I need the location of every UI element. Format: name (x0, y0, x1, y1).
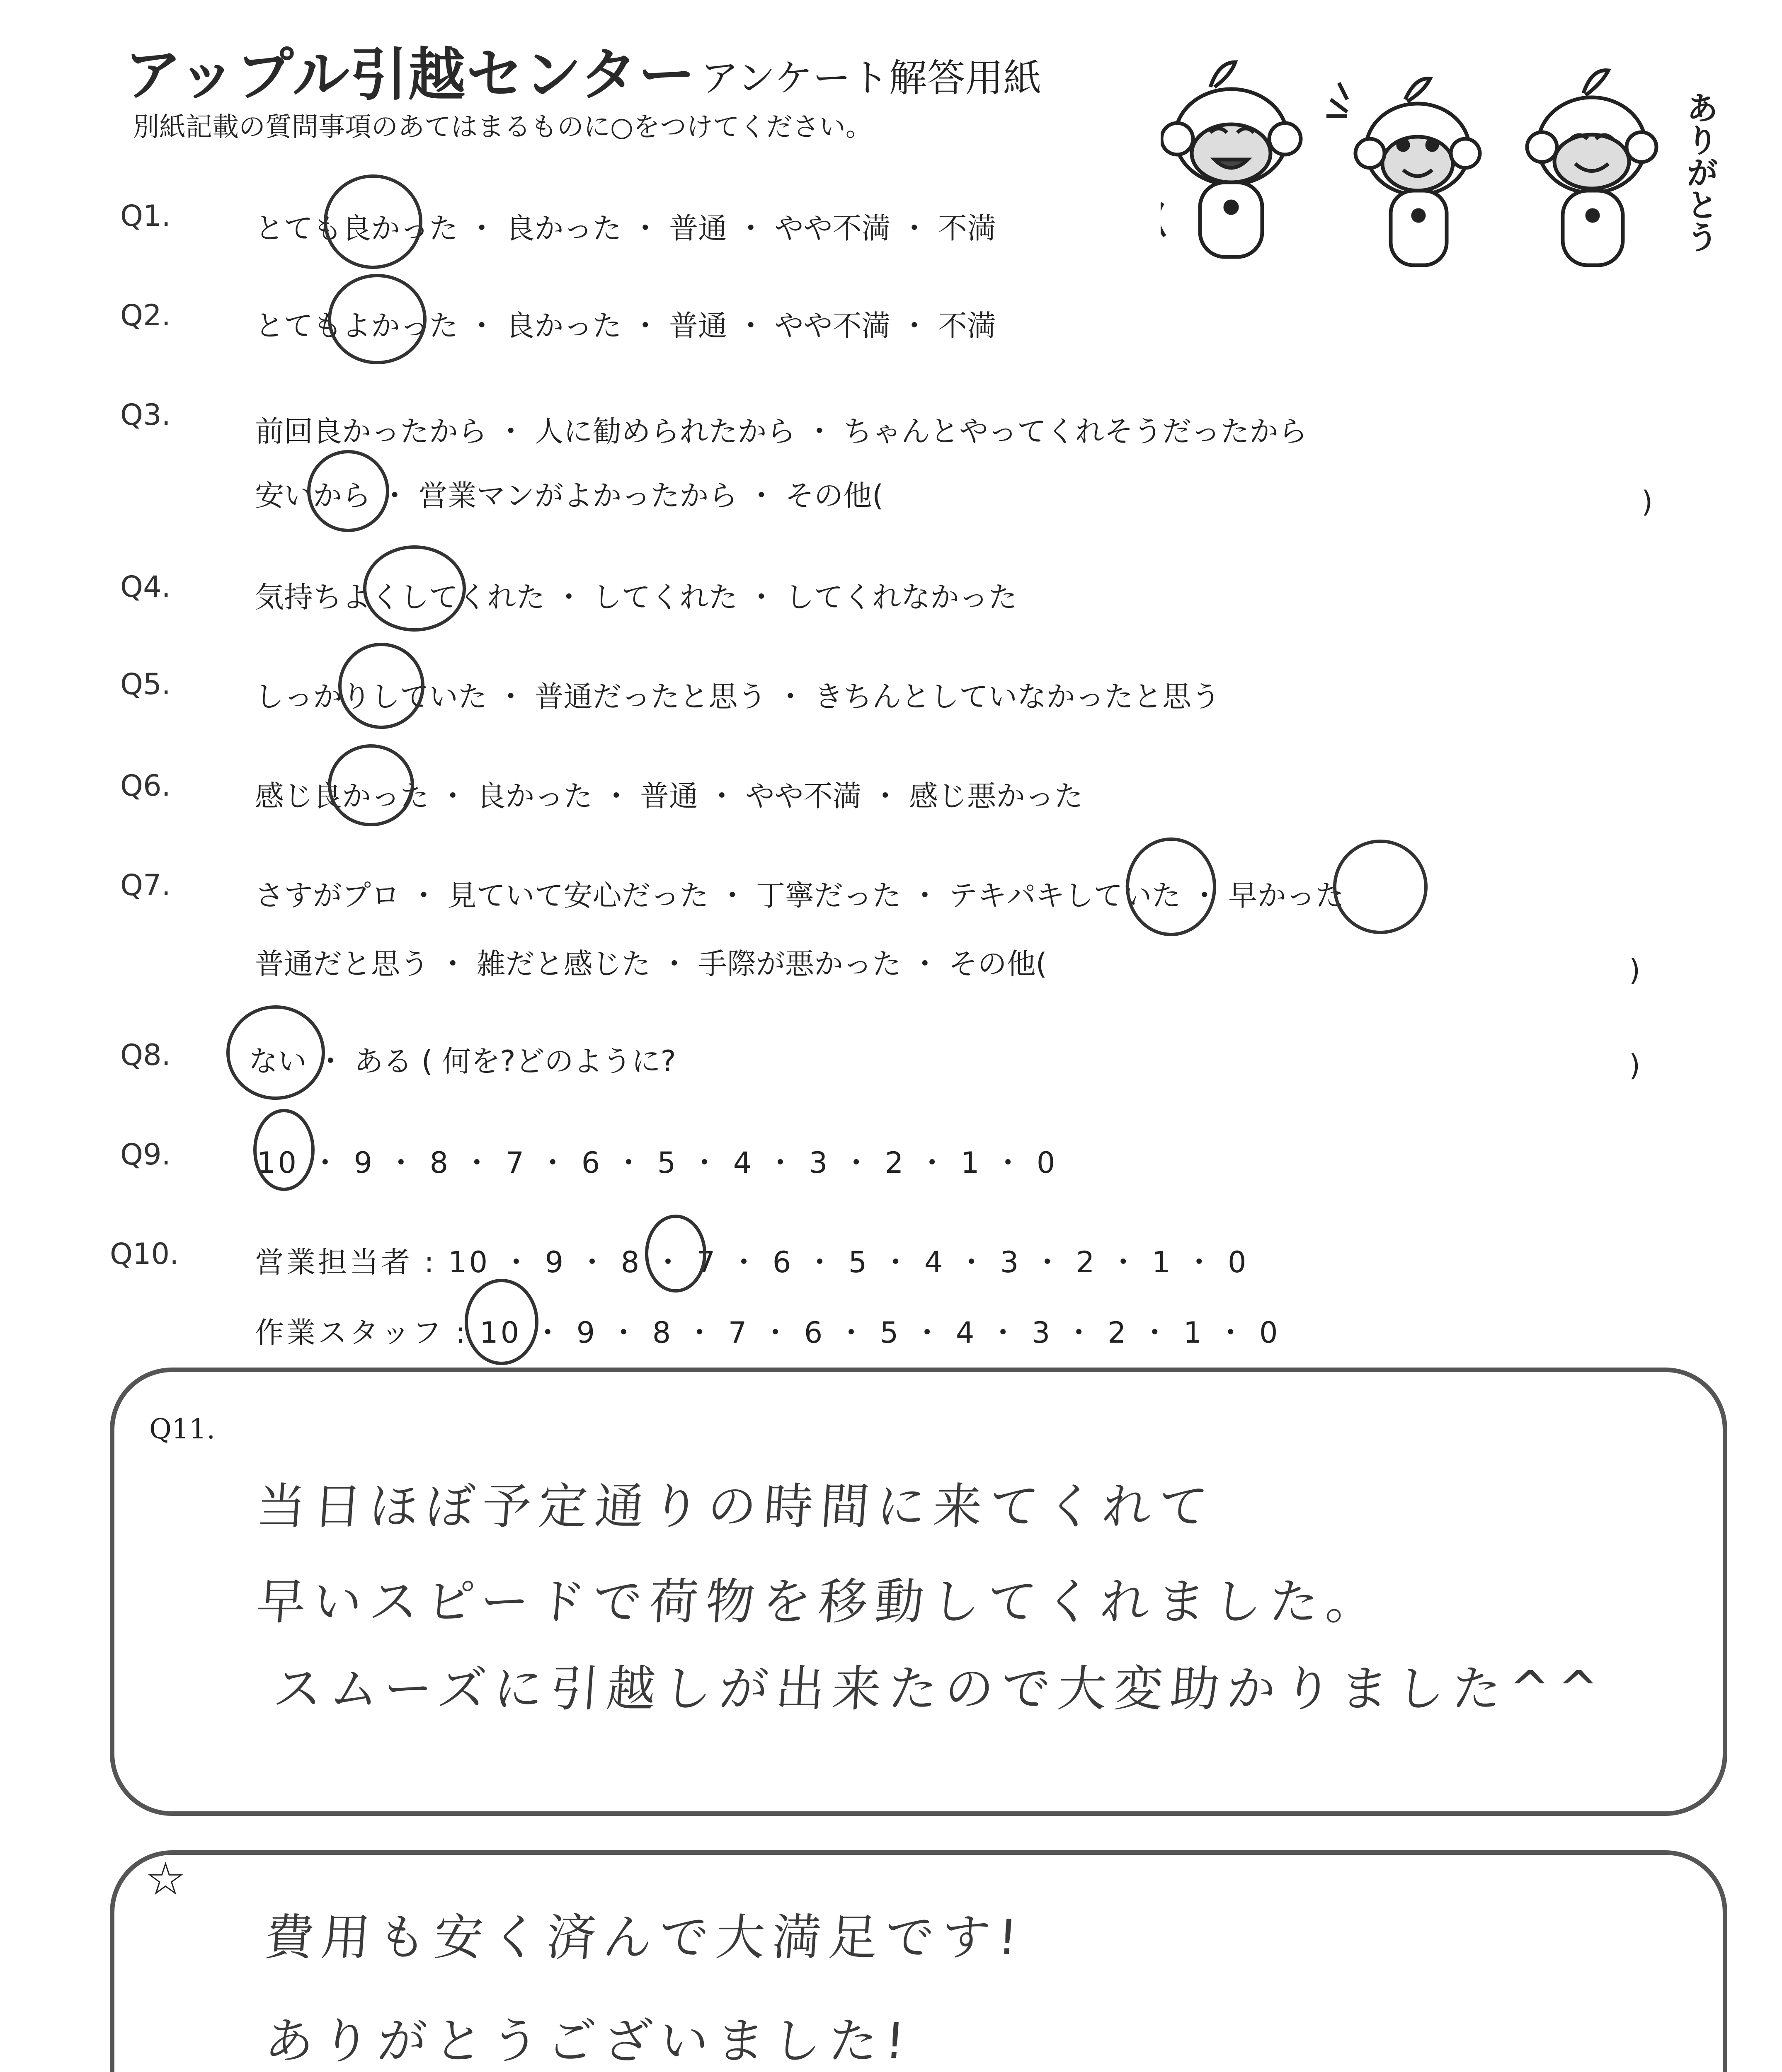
q10-label: Q10. (110, 1237, 179, 1271)
q6-options[interactable]: 感じ良かった ・ 良かった ・ 普通 ・ やや不満 ・ 感じ悪かった (255, 779, 1084, 813)
monkey-2-icon (1326, 79, 1480, 265)
q6-label: Q6. (120, 769, 171, 803)
q9-scale[interactable]: 10 ・ 9 ・ 8 ・ 7 ・ 6 ・ 5 ・ 4 ・ 3 ・ 2 ・ 1 ・ 0 (257, 1146, 1058, 1180)
q8-label: Q8. (120, 1038, 171, 1072)
q5-label: Q5. (120, 667, 171, 701)
q10-sales-scale[interactable]: 営業担当者 : 10 ・ 9 ・ 8 ・ 7 ・ 6 ・ 5 ・ 4 ・ 3 ・ 2 ・ 1 ・ 0 (255, 1245, 1249, 1279)
q8-close-paren: ) (1629, 1048, 1641, 1082)
q7-selection-circle-b (1335, 841, 1426, 932)
extra-comment-line2: ありがとうございました! (263, 2012, 914, 2070)
q11-comment-line1: 当日ほぼ予定通りの時間に来てくれて (255, 1478, 1217, 1535)
q3-options-line2[interactable]: 安いから ・ 営業マンがよかったから ・ その他( (255, 479, 884, 513)
mascot-monkeys-illustration (1161, 54, 1733, 269)
form-title: アップル引越センター (124, 41, 696, 108)
q7-label: Q7. (120, 868, 171, 902)
q2-label: Q2. (120, 298, 171, 332)
mascot-text: ありがとう (1681, 91, 1718, 253)
q4-options[interactable]: 気持ちよくしてくれた ・ してくれた ・ してくれなかった (255, 580, 1018, 614)
form-subtitle: アンケート解答用紙 (701, 56, 1042, 100)
q3-options-line1[interactable]: 前回良かったから ・ 人に勧められたから ・ ちゃんとやってくれそうだったから (255, 414, 1308, 448)
q7-options-line1[interactable]: さすがプロ ・ 見ていて安心だった ・ 丁寧だった ・ テキパキしていた ・ 早かった (255, 879, 1345, 913)
monkey-1-icon (1161, 62, 1301, 257)
q8-options[interactable]: ない ・ ある ( 何を?どのように? (249, 1044, 676, 1078)
q7-close-paren: ) (1629, 953, 1641, 987)
form-instruction: 別紙記載の質問事項のあてはまるものに○をつけてください。 (133, 112, 872, 143)
q2-options[interactable]: とてもよかった ・ 良かった ・ 普通 ・ やや不満 ・ 不満 (255, 309, 996, 343)
q10-staff-scale[interactable]: 作業スタッフ : 10 ・ 9 ・ 8 ・ 7 ・ 6 ・ 5 ・ 4 ・ 3 ・ 2 ・ 1 ・ 0 (255, 1316, 1280, 1350)
q11-label: Q11. (149, 1413, 216, 1445)
monkey-3-icon (1527, 70, 1656, 265)
extra-comment-line1: 費用も安く済んで大満足です! (263, 1909, 1027, 1966)
q1-options[interactable]: とても良かった ・ 良かった ・ 普通 ・ やや不満 ・ 不満 (255, 211, 996, 245)
q9-label: Q9. (120, 1138, 171, 1172)
q3-label: Q3. (120, 398, 171, 432)
q1-label: Q1. (120, 199, 171, 233)
star-icon: ☆ (145, 1852, 186, 1905)
q11-comment-line2: 早いスピードで荷物を移動してくれました。 (255, 1573, 1384, 1630)
q7-options-line2[interactable]: 普通だと思う ・ 雑だと感じた ・ 手際が悪かった ・ その他( (255, 947, 1047, 981)
q11-comment-line3: スムーズに引越しが出来たので大変助かりました^^ (271, 1660, 1608, 1717)
q4-label: Q4. (120, 570, 171, 604)
q5-options[interactable]: しっかりしていた ・ 普通だったと思う ・ きちんとしていなかったと思う (255, 680, 1221, 714)
q3-close-paren: ) (1641, 485, 1653, 519)
